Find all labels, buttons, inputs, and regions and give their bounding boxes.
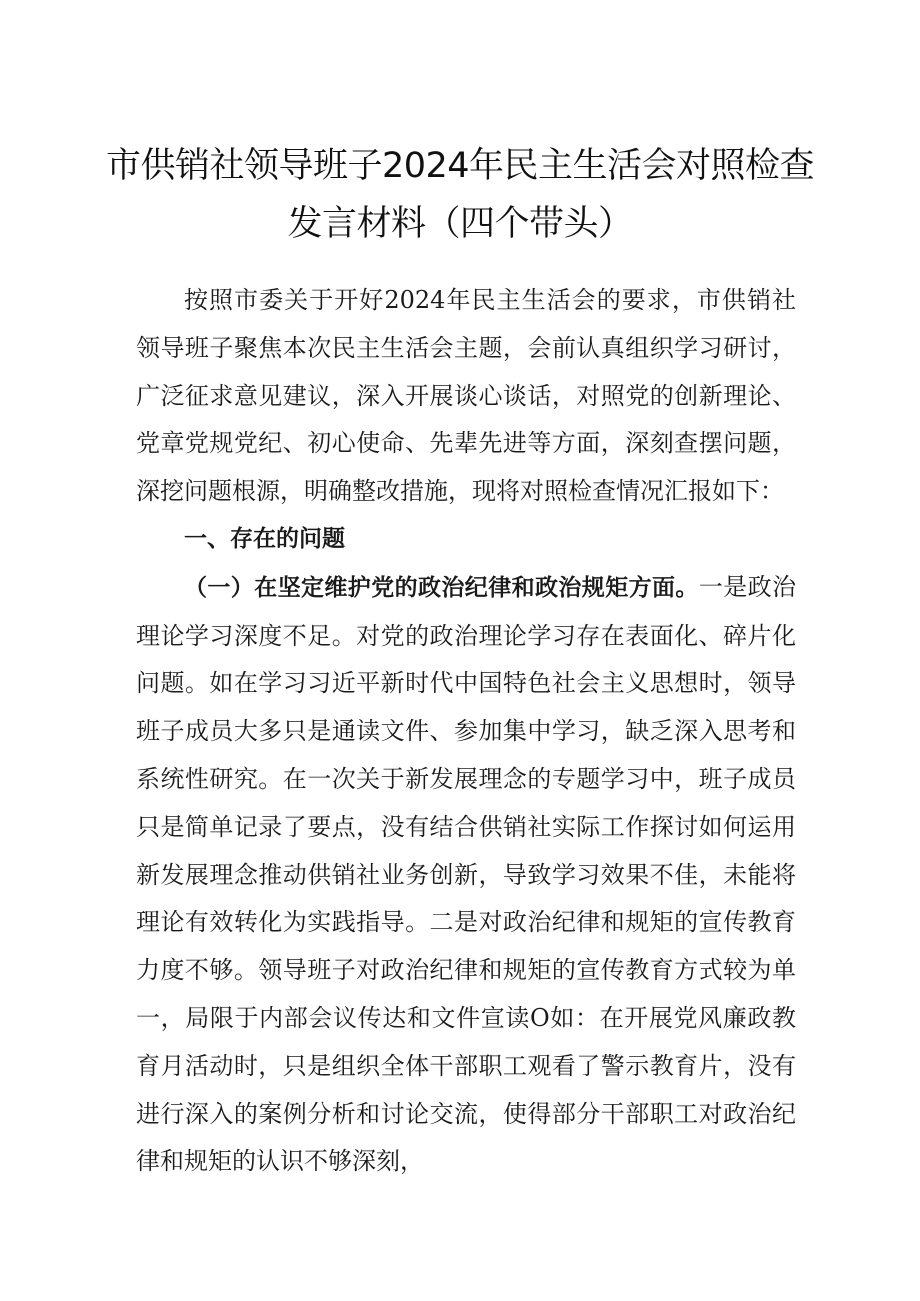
subsection-heading: （一）在坚定维护党的政治纪律和政治规矩方面。: [184, 574, 699, 601]
document-title-line-2: 发言材料（四个带头）: [287, 204, 633, 244]
document-body: [136, 277, 796, 1186]
intro-paragraph: 按照市委关于开好2024年民主生活会的要求，市供销社领导班子聚焦本次民主生活会主题，会前认真组织学习研讨，广泛征求意见建议，深入开展谈心谈话，对照党的创新理论、党章党规党纪、初心使命、先辈先进等方面，深刻查摆问题，深挖问题根源，明确整改措施，现将对照检查情况汇报如下：: [136, 286, 796, 506]
subsection-body: 一是政治理论学习深度不足。对党的政治理论学习存在表面化、碎片化问题。如在学习习近平新时代中国特色社会主义思想时，领导班子成员大多只是通读文件、参加集中学习，缺乏深入思考和系统性研究。在一次关于新发展理念的专题学习中，班子成员只是简单记录了要点，没有结合供销社实际工作探讨如何运用新发展理念推动供销社业务创新，导致学习效果不佳，未能将理论有效转化为实践指导。二是对政治纪律和规矩的宣传教育力度不够。领导班子对政治纪律和规矩的宣传教育方式较为单一，局限于内部会议传达和文件宣读O如：在开展党风廉政教育月活动时，只是组织全体干部职工观看了警示教育片，没有进行深入的案例分析和讨论交流，使得部分干部职工对政治纪律和规矩的认识不够深刻，: [136, 572, 797, 1176]
document-title-line-1: 市供销社领导班子2024年民主生活会对照检查: [105, 146, 815, 186]
subsection-paragraph: [136, 564, 796, 1186]
section-heading: 一、存在的问题: [184, 525, 345, 552]
